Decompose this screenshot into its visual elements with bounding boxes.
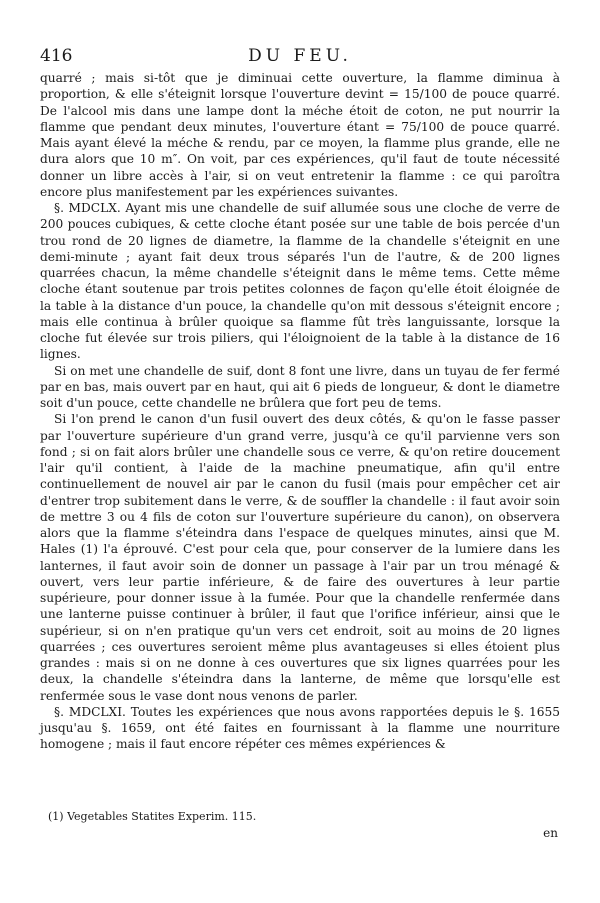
paragraph-section-1661: §. MDCLXI. Toutes les expériences que nous avons rapportées depuis le §. 1655 jusqu'au §. 1659, ont été faites en fournissant à la flamme une nourriture homogene ; mais il faut encore répéter ces mêmes expériences &	[40, 704, 560, 752]
running-head: DU FEU.	[248, 46, 352, 66]
paragraph-continuation: quarré ; mais si-tôt que je diminuai cette ouverture, la flamme diminua à proportion, & elle s'éteignit lorsque l'ouverture devint = 15/100 de pouce quarré. De l'alcool mis dans une lampe dont la méche étoit de coton, ne put nourrir la flamme que pendant deux minutes, l'ouverture étant = 75/100 de pouce quarré. Mais ayant élevé la méche & rendu, par ce moyen, la flamme plus grande, elle ne dura alors que 10 m″. On voit, par ces expériences, qu'il faut de toute nécessité donner un libre accès à l'air, si on veut entretenir la flamme : ce qui paroîtra encore plus manifestement par les expériences suivantes.	[40, 71, 560, 199]
paragraph-tube-experiment: Si on met une chandelle de suif, dont 8 font une livre, dans un tuyau de fer fermé par en bas, mais ouvert par en haut, qui ait 6 pieds de longueur, & dont le diametre soit d'un pouce, cette chandelle ne brûlera que fort peu de tems.	[40, 363, 560, 410]
paragraph-section-1660: §. MDCLX. Ayant mis une chandelle de suif allumée sous une cloche de verre de 200 pouces cubiques, & cette cloche étant posée sur une table de bois percée d'un trou rond de 20 lignes de diametre, la flamme de la chandelle s'éteignit en une demi-minute ; ayant fait deux trous séparés l'un de l'autre, & de 200 lignes quarrées chacun, la même chandelle s'éteignit dans le même tems. Cette même cloche étant soutenue par trois petites colonnes de façon qu'elle étoit éloignée de la table à la distance d'un pouce, la chandelle qu'on mit dessous s'éteignit encore ; mais elle continua à brûler quoique sa flamme fût très languissante, lorsque la cloche fut élevée sur trois piliers, qui l'éloignoient de la table à la distance de 16 lignes.	[40, 201, 560, 362]
paragraph-fusil-experiment: Si l'on prend le canon d'un fusil ouvert des deux côtés, & qu'on le fasse passer par l'ouverture supérieure d'un grand verre, jusqu'à ce qu'il parvienne vers son fond ; si on fait alors brûler une chandelle sous ce verre, & qu'on retire doucement l'air qu'il contient, à l'aide de la machine pneumatique, afin qu'il entre continuellement de nouvel air par le canon du fusil (mais pour empêcher cet air d'entrer trop subitement dans le verre, & de souffler la chandelle : il faut avoir soin de mettre 3 ou 4 fils de coton sur l'ouverture supérieure du canon), on observera alors que la flamme s'éteindra dans l'espace de quelques minutes, ainsi que M. Hales (1) l'a éprouvé. C'est pour cela que, pour conserver de la lumiere dans les lanternes, il faut avoir soin de donner un passage à l'air par un trou ménagé & ouvert, vers leur partie inférieure, & de faire des ouvertures à leur partie supérieure, pour donner issue à la fumée. Pour que la chandelle renfermée dans une lanterne puisse continuer à brûler, il faut que l'orifice inférieur, ainsi que le supérieur, si on n'en pratique qu'un vers cet endroit, soit au moins de 20 lignes quarrées ; ces ouvertures seroient même plus avantageuses si elles étoient plus grandes : mais si on ne donne à ces ouvertures que six lignes quarrées pour les deux, la chandelle s'éteindra dans la lanterne, de même que lorsqu'elle est renfermée sous le vase dont nous venons de parler.	[40, 412, 560, 703]
page-header	[40, 46, 560, 68]
catchword: en	[543, 826, 558, 840]
page-number: 416	[40, 46, 73, 66]
body-text	[40, 70, 560, 753]
footnote: (1) Vegetables Statites Experim. 115.	[48, 810, 257, 823]
